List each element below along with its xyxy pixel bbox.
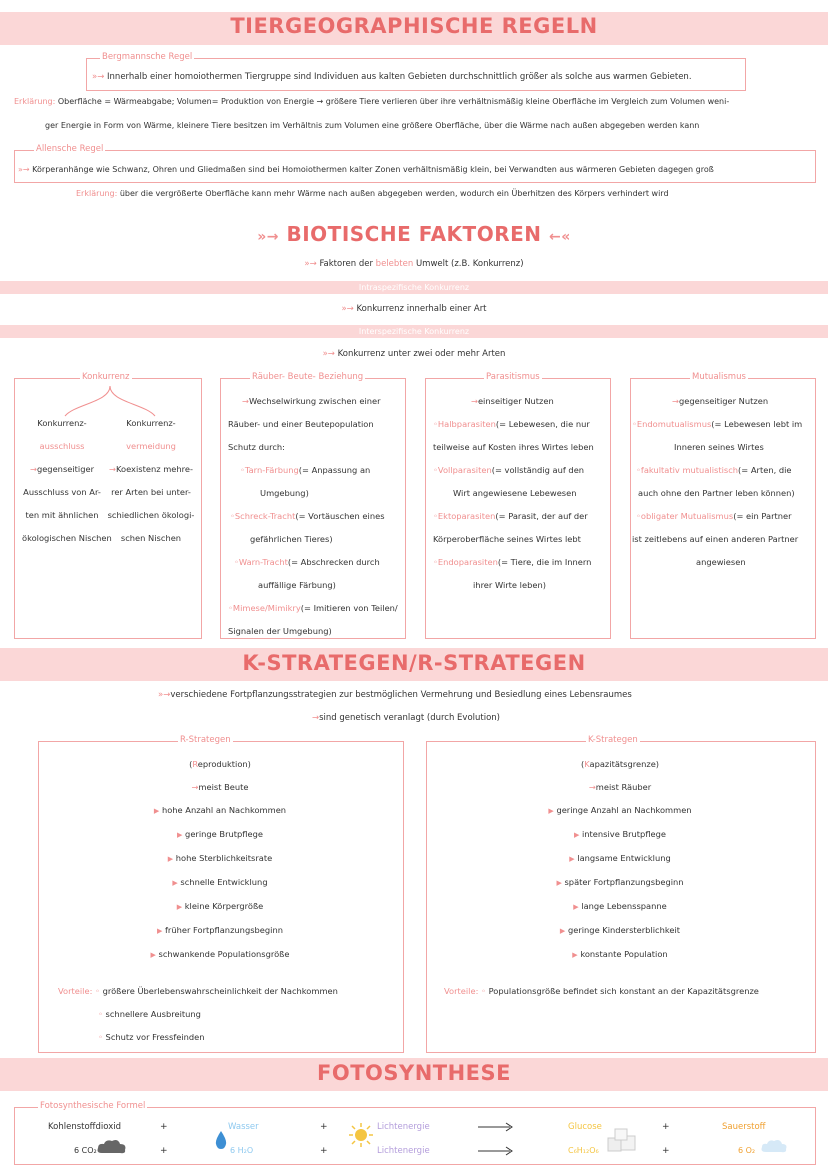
kr-intro-1: »→verschiedene Fortpflanzungsstrategien zur bestmöglichen Vermehrung und Besiedlung eines Lebensraumes (158, 690, 632, 700)
inter-text: »→ Konkurrenz unter zwei oder mehr Arten (322, 349, 506, 359)
r-strategen-list: (Reproduktion) →meist Beute ▶ hohe Anzahl an Nachkommen ▶ geringe Brutpflege ▶ hohe Sterblichkeitsrate ▶ schnelle Entwicklung ▶ kleine Körpergröße ▶ früher Fortpflanzungsbeginn ▶ schwankende Populationsgröße (150, 759, 290, 959)
plus-sign: + (662, 1122, 670, 1132)
bergmann-explanation-2: ger Energie in Form von Wärme, kleinere Tiere besitzen im Verhältnis zum Volumen eine größere Oberfläche, über die Wärme nach außen abgegeben werden kann (45, 121, 700, 130)
triangle-bullet-icon: ▶ (172, 879, 178, 887)
k-vorteile: Vorteile: ◦ Populationsgröße befindet sich konstant an der Kapazitätsgrenze (444, 986, 759, 996)
konkurrenz-right-col: Konkurrenz- vermeidung →Koexistenz mehre- rer Arten bei unter- schiedlichen ökologi- schen Nischen (107, 418, 195, 543)
plus-sign: + (160, 1146, 168, 1156)
section-title-tier: TIERGEOGRAPHISCHE REGELN (230, 14, 598, 38)
r-vorteile: Vorteile: ◦ größere Überlebenswahrscheinlichkeit der Nachkommen ◦ schnellere Ausbreitung ◦ Schutz vor Fressfeinden (58, 986, 338, 1042)
co2-formula: 6 CO₂ (74, 1146, 97, 1155)
r-strategen-label: R-Strategen (180, 735, 231, 745)
sun-icon (348, 1122, 374, 1148)
oxygen-formula: 6 O₂ (738, 1146, 756, 1155)
light-name: Lichtenergie (377, 1122, 430, 1132)
bergmann-label: Bergmannsche Regel (102, 52, 193, 62)
parasit-content: →einseitiger Nutzen ◦Halbparasiten(= Lebewesen, die nur teilweise auf Kosten ihres Wirtes leben ◦Vollparasiten(= vollständig auf den Wirt angewiesene Lebewesen ◦Ektoparasiten(= Parasit, der auf der Körperoberfläche seines Wirtes lebt ◦Endoparasiten(= Tiere, die im Innern ihrer Wirte leben) (433, 396, 594, 590)
arrow-left-icon: ←« (548, 229, 571, 245)
triangle-bullet-icon: ▶ (156, 927, 163, 935)
triangle-bullet-icon: ▶ (556, 879, 562, 887)
cloud-light-icon (760, 1138, 788, 1154)
arrow-icon: »→ (158, 690, 171, 700)
konkurrenz-left-col: Konkurrenz- ausschluss →gegenseitiger Ausschluss von Ar- ten mit ähnlichen ökologischen Nischen (22, 418, 112, 543)
triangle-bullet-icon: ▶ (150, 951, 156, 959)
mutual-label: Mutualismus (692, 372, 746, 382)
arrow-icon: »→ (304, 259, 317, 269)
sugar-cubes-icon (606, 1128, 640, 1154)
glucose-formula: C₆H₁₂O₆ (568, 1146, 599, 1155)
arrow-icon: → (672, 396, 679, 406)
inter-band-label: Interspezifische Konkurrenz (358, 327, 470, 336)
reaction-arrow-icon (478, 1122, 514, 1132)
water-formula: 6 H₂O (230, 1146, 254, 1155)
mutual-content: →gegenseitiger Nutzen ◦Endomutualismus(= Lebewesen lebt im Inneren seines Wirtes ◦fakultativ mutualistisch(= Arten, die auch ohne den Partner leben können) ◦obligater Mutualismus(= ein Partner ist zeitlebens auf einen anderen Partner angewiesen (632, 396, 803, 567)
arrow-icon: → (588, 782, 596, 792)
water-drop-icon (215, 1130, 227, 1150)
triangle-bullet-icon: ▶ (548, 807, 554, 815)
intra-text: »→ Konkurrenz innerhalb einer Art (341, 304, 487, 314)
oxygen-name: Sauerstoff (722, 1122, 766, 1132)
glucose-name: Glucose (568, 1122, 602, 1132)
triangle-bullet-icon: ▶ (167, 855, 174, 863)
formula-box (14, 1107, 816, 1165)
triangle-bullet-icon: ▶ (153, 807, 160, 815)
bergmann-rule: »→ Innerhalb einer homoiothermen Tiergruppe sind Individuen aus kalten Gebieten durchschnittlich größer als solche aus warmen Gebieten. (92, 72, 692, 82)
plus-sign: + (160, 1122, 168, 1132)
raeuber-label: Räuber- Beute- Beziehung (252, 372, 364, 382)
triangle-bullet-icon: ▶ (573, 903, 579, 911)
k-strategen-label: K-Strategen (588, 735, 638, 745)
arrow-icon: → (29, 464, 37, 474)
light-name-2: Lichtenergie (377, 1146, 430, 1156)
plus-sign: + (320, 1146, 328, 1156)
arrow-icon: »→ (322, 349, 335, 359)
k-strategen-list: (Kapazitätsgrenze) →meist Räuber ▶ geringe Anzahl an Nachkommen ▶ intensive Brutpflege ▶ langsame Entwicklung ▶ später Fortpflanzungsbeginn ▶ lange Lebensspanne ▶ geringe Kindersterblichkeit ▶ konstante Population (548, 759, 692, 959)
arrow-icon: »→ (92, 72, 105, 82)
kr-intro-2: →sind genetisch veranlagt (durch Evolution) (312, 713, 500, 723)
formula-label: Fotosynthesische Formel (40, 1101, 146, 1111)
section-title-biotic: »→ BIOTISCHE FAKTOREN ←« (257, 222, 571, 246)
konkurrenz-label: Konkurrenz (82, 372, 130, 382)
biotic-intro: »→ Faktoren der belebten Umwelt (z.B. Konkurrenz) (304, 259, 524, 269)
plus-sign: + (320, 1122, 328, 1132)
arrow-icon: → (312, 713, 320, 723)
arrow-icon: → (471, 396, 478, 406)
triangle-bullet-icon: ▶ (573, 831, 580, 839)
reaction-arrow-icon (478, 1146, 514, 1156)
section-title-kr: K-STRATEGEN/R-STRATEGEN (242, 651, 586, 675)
bergmann-explanation-1: Erklärung: Oberfläche = Wärmeabgabe; Volumen= Produktion von Energie → größere Tiere verlieren über ihre verhältnismäßig kleine Oberfläche im Vergleich zum Volumen weni- (14, 97, 730, 106)
raeuber-content: →Wechselwirkung zwischen einer Räuber- und einer Beutepopulation Schutz durch: ◦Tarn-Färbung(= Anpassung an Umgebung) ◦Schreck-Tracht(= Vortäuschen eines gefährlichen Tieres) ◦Warn-Tracht(= Abschrecken durch auffällige Färbung) ◦Mimese/Mimikry(= Imitieren von Teilen/ Signalen der Umgebung) (228, 396, 398, 636)
triangle-bullet-icon: ▶ (177, 831, 183, 839)
triangle-bullet-icon: ▶ (176, 903, 183, 911)
arrow-icon: → (109, 464, 116, 474)
arrow-icon: → (242, 396, 249, 406)
intra-band-label: Intraspezifische Konkurrenz (358, 283, 470, 292)
allen-rule: »→ Körperanhänge wie Schwanz, Ohren und Gliedmaßen sind bei Homoiothermen kalter Zonen verhältnismäßig klein, bei Verwandten aus wärmeren Gebieten dagegen groß (18, 165, 714, 174)
parasit-label: Parasitismus (486, 372, 540, 382)
triangle-bullet-icon: ▶ (559, 927, 566, 935)
arrow-icon: »→ (257, 229, 280, 245)
plus-sign: + (662, 1146, 670, 1156)
arrow-icon: »→ (341, 304, 354, 314)
allen-explanation: Erklärung: über die vergrößerte Oberfläche kann mehr Wärme nach außen abgegeben werden, wodurch ein Überhitzen des Körpers verhindert wird (76, 189, 669, 198)
triangle-bullet-icon: ▶ (569, 855, 575, 863)
arrow-icon: »→ (18, 165, 30, 174)
co2-name: Kohlenstoffdioxid (48, 1122, 122, 1132)
cloud-icon (96, 1138, 128, 1156)
water-name: Wasser (228, 1122, 259, 1132)
triangle-bullet-icon: ▶ (572, 951, 578, 959)
arrow-icon: → (191, 782, 199, 792)
section-title-foto: FOTOSYNTHESE (317, 1061, 511, 1085)
allen-label: Allensche Regel (36, 144, 104, 154)
